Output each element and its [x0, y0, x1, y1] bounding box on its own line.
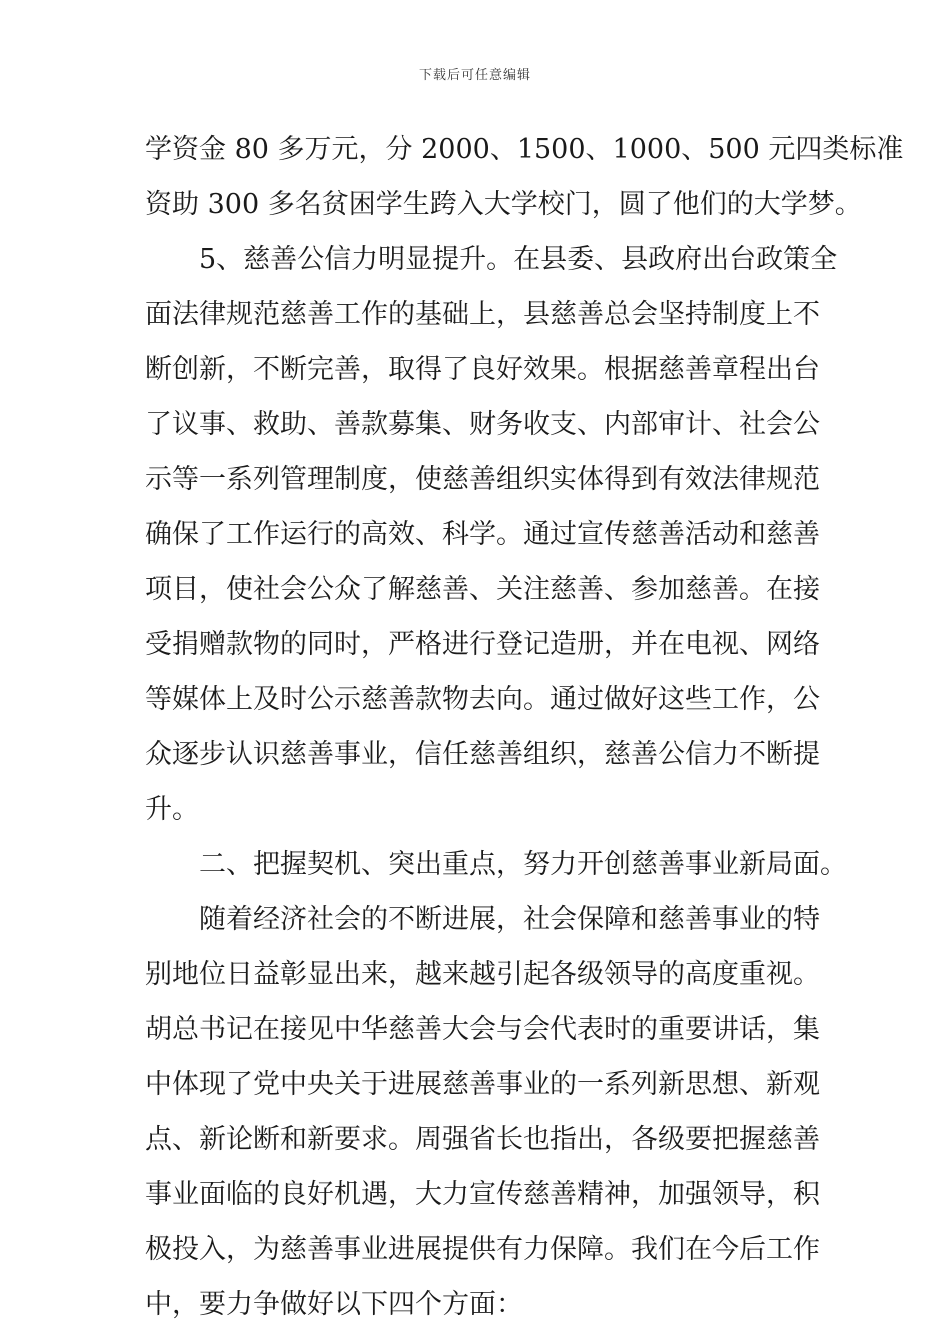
- text-line: 确保了工作运行的高效、科学。通过宣传慈善活动和慈善: [145, 519, 820, 550]
- text-line: 中体现了党中央关于进展慈善事业的一系列新思想、新观: [145, 1069, 820, 1100]
- section-heading: 二、把握契机、突出重点，努力开创慈善事业新局面。: [199, 849, 847, 880]
- text-line: 极投入，为慈善事业进展提供有力保障。我们在今后工作: [145, 1234, 820, 1265]
- body-text: [145, 122, 904, 1332]
- text-line: 项目，使社会公众了解慈善、关注慈善、参加慈善。在接: [145, 574, 820, 605]
- text-line: 学资金 80 多万元，分 2000、1500、1000、500 元四类标准: [145, 134, 904, 165]
- text-line: 示等一系列管理制度，使慈善组织实体得到有效法律规范: [145, 464, 820, 495]
- text-line: 事业面临的良好机遇，大力宣传慈善精神，加强领导，积: [145, 1179, 820, 1210]
- text-line: 断创新，不断完善，取得了良好效果。根据慈善章程出台: [145, 354, 820, 385]
- text-line: 升。: [145, 794, 199, 825]
- text-line: 了议事、救助、善款募集、财务收支、内部审计、社会公: [145, 409, 820, 440]
- text-line: 资助 300 多名贫困学生跨入大学校门，圆了他们的大学梦。: [145, 189, 862, 220]
- text-line: 面法律规范慈善工作的基础上，县慈善总会坚持制度上不: [145, 299, 820, 330]
- text-line: 胡总书记在接见中华慈善大会与会代表时的重要讲话，集: [145, 1014, 820, 1045]
- text-line: 别地位日益彰显出来，越来越引起各级领导的高度重视。: [145, 959, 820, 990]
- header-note: 下载后可任意编辑: [418, 68, 531, 83]
- paragraph-first-line: 随着经济社会的不断进展，社会保障和慈善事业的特: [199, 904, 820, 935]
- text-line: 受捐赠款物的同时，严格进行登记造册，并在电视、网络: [145, 629, 820, 660]
- text-line: 等媒体上及时公示慈善款物去向。通过做好这些工作，公: [145, 684, 820, 715]
- paragraph-first-line: 5、慈善公信力明显提升。在县委、县政府出台政策全: [199, 244, 838, 275]
- text-line: 点、新论断和新要求。周强省长也指出，各级要把握慈善: [145, 1124, 820, 1155]
- text-line: 中，要力争做好以下四个方面：: [145, 1289, 523, 1320]
- text-line: 众逐步认识慈善事业，信任慈善组织，慈善公信力不断提: [145, 739, 820, 770]
